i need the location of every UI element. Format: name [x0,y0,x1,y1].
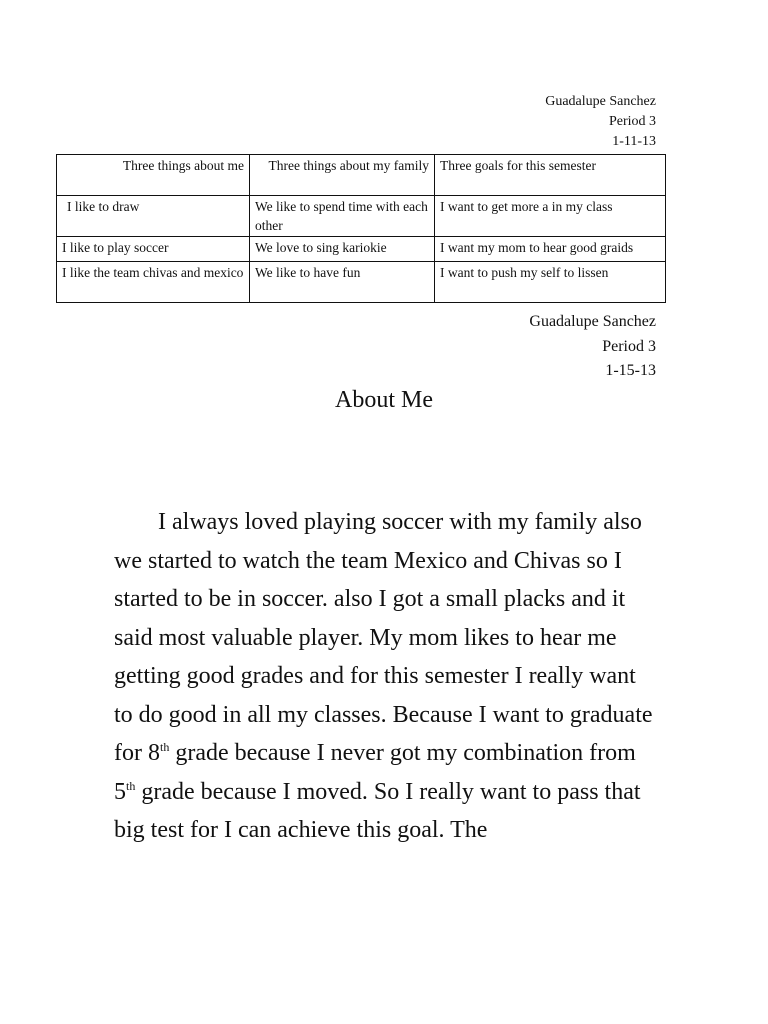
essay-body [114,503,659,850]
table-header-cell: Three goals for this semester [435,155,666,196]
table-cell: I want to get more a in my class [435,196,666,237]
goals-table [56,154,666,303]
essay-text: grade because I moved. So I really want to pass that big test for I can achieve this goal. The [114,778,641,843]
table-row [57,262,666,303]
ordinal-superscript: th [126,778,136,793]
table-cell: I like to draw [57,196,250,237]
essay-title: About Me [335,387,433,413]
essay-paragraph [114,503,659,850]
table-cell: I like the team chivas and mexico [57,262,250,303]
table-header-cell: Three things about my family [250,155,435,196]
essay-text: I always loved playing soccer with my family also we started to watch the team Mexico and Chivas so I started to be in soccer. also I got a small placks and it said most valuable player. My mom likes to hear me getting good grades and for this semester I really want to do good in all my classes. Because I want to graduate for 8 [114,509,653,766]
table-cell: I like to play soccer [57,237,250,262]
table-cell: I want my mom to hear good graids [435,237,666,262]
table-cell: I want to push my self to lissen [435,262,666,303]
table-row [57,196,666,237]
essay-text: grade because I never got my combination from 5 [114,740,636,805]
header-date: 1-15-13 [605,362,656,379]
table-cell: We like to have fun [250,262,435,303]
table-header-cell: Three things about me [57,155,250,196]
class-period: Period 3 [602,337,656,355]
student-name: Guadalupe Sanchez [545,94,656,109]
student-name: Guadalupe Sanchez [529,313,656,330]
header-second [529,310,656,384]
ordinal-superscript: th [159,740,170,754]
header-top [545,92,656,152]
table-row [57,237,666,262]
table-cell: We like to spend time with each other [250,196,435,237]
table-header-row [57,155,666,196]
class-period: Period 3 [608,114,656,129]
header-date: 1-11-13 [612,134,656,149]
table-cell: We love to sing kariokie [250,237,435,262]
